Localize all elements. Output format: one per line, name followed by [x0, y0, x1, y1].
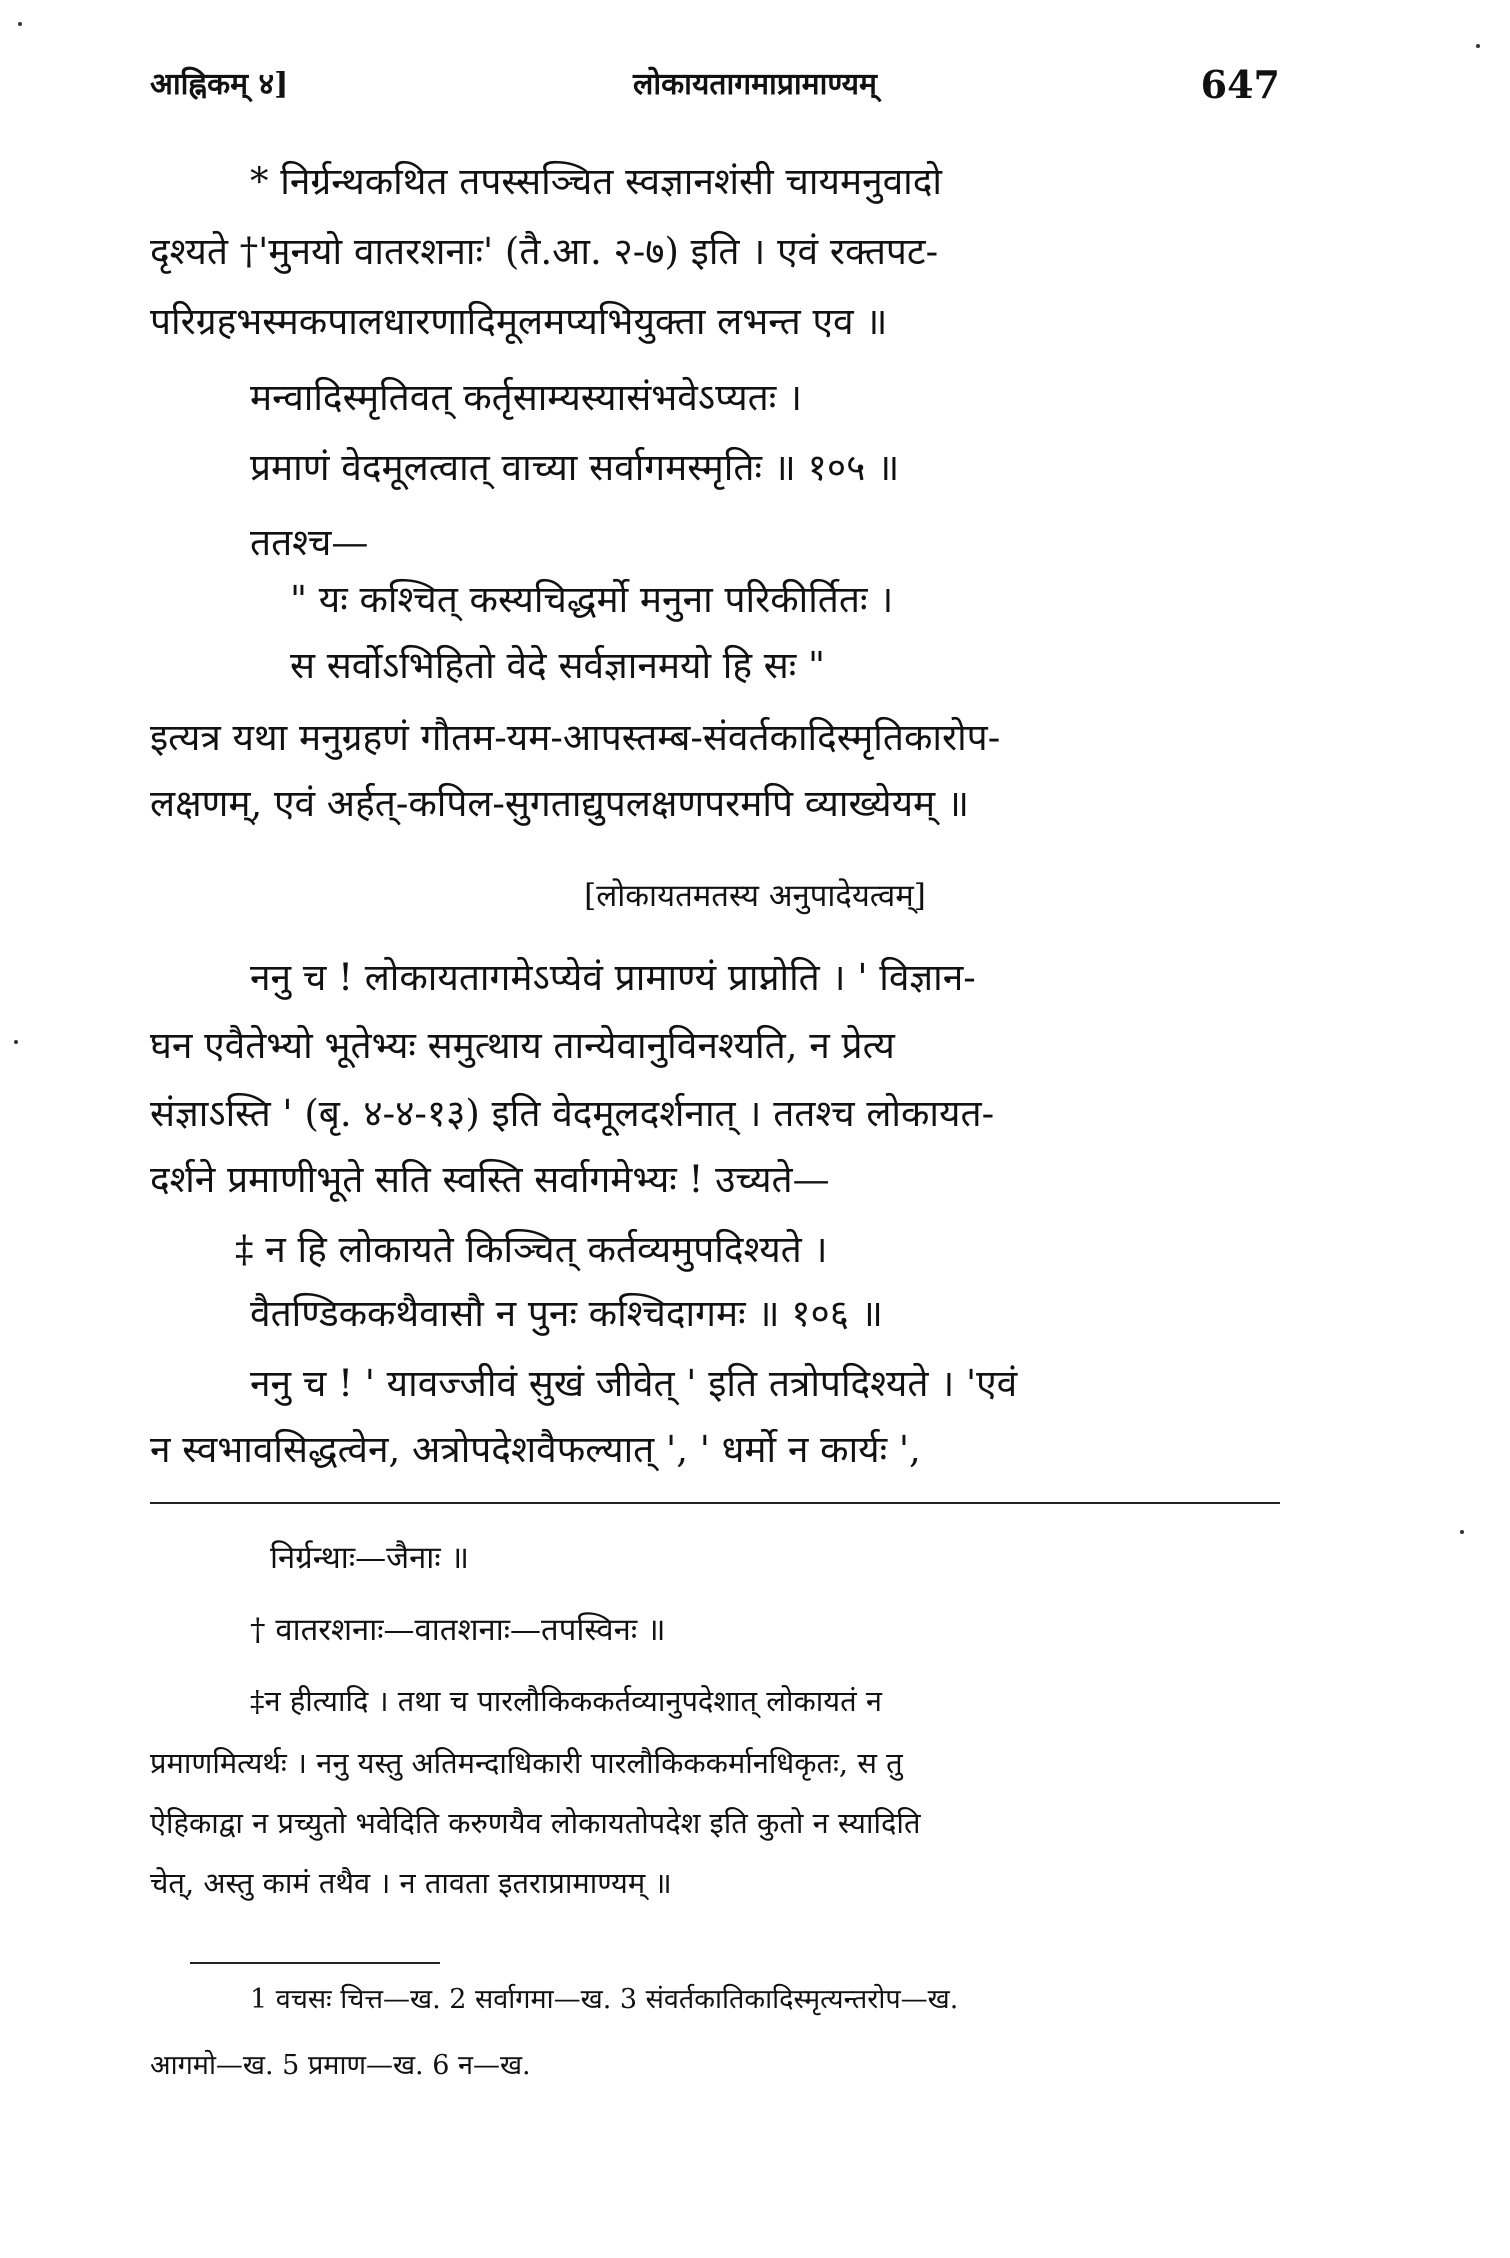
verse-106-line: ‡ न हि लोकायते किञ्चित् कर्तव्यमुपदिश्यते । — [235, 1228, 828, 1271]
note-line: चेत्, अस्तु कामं तथैव । न तावता इतराप्रामाण्यम् ॥ — [150, 1866, 672, 1900]
tatashca: ततश्च— — [250, 521, 369, 564]
para3-line: संज्ञाऽस्ति ' (बृ. ४-४-१३) इति वेदमूलदर्शनात् । ततश्च लोकायत- — [150, 1092, 995, 1135]
note-line: ऐहिकाद्वा न प्रच्युतो भवेदिति करुणयैव लोकायतोपदेश इति कुतो न स्यादिति — [150, 1806, 921, 1840]
notes-divider — [150, 1502, 1280, 1504]
note-line: † वातरशनाः—वातशनाः—तपस्विनः ॥ — [250, 1612, 666, 1648]
para3-line: दर्शने प्रमाणीभूते सति स्वस्ति सर्वागमेभ्यः ! उच्यते— — [150, 1158, 830, 1201]
note-line: ‡न हीत्यादि । तथा च पारलौकिककर्तव्यानुपदेशात् लोकायतं न — [250, 1684, 882, 1718]
page-number: 647 — [1200, 62, 1280, 107]
verse-106-line: वैतण्डिककथैवासौ न पुनः कश्चिदागमः ॥ १०६ ॥ — [250, 1292, 883, 1335]
para2-line: इत्यत्र यथा मनुग्रहणं गौतम-यम-आपस्तम्ब-संवर्तकादिस्मृतिकारोप- — [150, 716, 1001, 759]
para4-line: न स्वभावसिद्धत्वेन, अत्रोपदेशवैफल्यात् ', ' धर्मो न कार्यः ', — [150, 1428, 921, 1471]
running-header-title: लोकायतागमाप्रामाण्यम् — [633, 67, 877, 102]
running-header-left: आह्निकम् ४] — [150, 67, 289, 102]
para1-line: परिग्रहभस्मकपालधारणादिमूलमप्यभियुक्ता लभन्त एव ॥ — [150, 300, 888, 343]
variant-readings-line: आगमो—ख. 5 प्रमाण—ख. 6 न—ख. — [150, 2050, 531, 2081]
note-line: प्रमाणमित्यर्थः । ननु यस्तु अतिमन्दाधिकारी पारलौकिककर्मानधिकृतः, स तु — [150, 1746, 903, 1780]
para1-line: * निर्ग्रन्थकथित तपस्सञ्चित स्वज्ञानशंसी चायमनुवादो — [250, 160, 942, 203]
verse-105-line: प्रमाणं वेदमूलत्वात् वाच्या सर्वागमस्मृतिः ॥ १०५ ॥ — [250, 446, 900, 489]
section-title: [लोकायतमतस्य अनुपादेयत्वम्] — [584, 878, 926, 914]
note-line: निर्ग्रन्थाः—जैनाः ॥ — [270, 1540, 470, 1576]
para1-line: दृश्यते †'मुनयो वातरशनाः' (तै.आ. २-७) इति । एवं रक्तपट- — [150, 230, 939, 273]
variant-readings-line: 1 वचसः चित्त—ख. 2 सर्वागमा—ख. 3 संवर्तकातिकादिस्मृत्यन्तरोप—ख. — [250, 1984, 959, 2015]
para3-line: घन एवैतेभ्यो भूतेभ्यः समुत्थाय तान्येवानुविनश्यति, न प्रेत्य — [150, 1024, 895, 1067]
para4-line: ननु च ! ' यावज्जीवं सुखं जीवेत् ' इति तत्रोपदिश्यते । 'एवं — [250, 1362, 1018, 1405]
para2-line: लक्षणम्, एवं अर्हत्-कपिल-सुगताद्युपलक्षणपरमपि व्याख्येयम् ॥ — [150, 782, 970, 825]
quote-line: " यः कश्चित् कस्यचिद्धर्मो मनुना परिकीर्तितः । — [290, 578, 894, 621]
scan-speck — [14, 1040, 18, 1044]
quote-line: स सर्वोऽभिहितो वेदे सर्वज्ञानमयो हि सः " — [290, 644, 826, 687]
variants-divider — [190, 1962, 440, 1964]
scan-speck — [18, 22, 22, 26]
scan-speck — [1460, 1530, 1464, 1534]
para3-line: ननु च ! लोकायतागमेऽप्येवं प्रामाण्यं प्राप्नोति । ' विज्ञान- — [250, 956, 976, 999]
scan-speck — [1476, 44, 1480, 48]
verse-105-line: मन्वादिस्मृतिवत् कर्तृसाम्यस्यासंभवेऽप्यतः । — [250, 376, 803, 419]
